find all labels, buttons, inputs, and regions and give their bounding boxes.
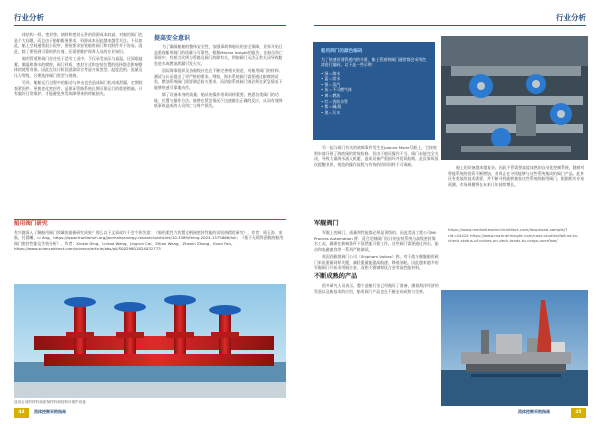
color-item: • 黄＝燃油 bbox=[321, 93, 427, 99]
page-number: 45 bbox=[571, 408, 586, 418]
color-item: • 绿＝海水 bbox=[321, 71, 427, 77]
color-coding-box bbox=[313, 42, 435, 140]
color-item: • 银＝蒸汽 bbox=[321, 82, 427, 88]
paragraph: 体结构一样。密封垫、填料和密封元件的资源成本较高，对船用阀门也是个大问题，而且由于船舶服务要求，资源成本因此越来越受关注。不仅如此，船上空间通常很小很窄，要按要求安装船用阀门和其附件并不容易。国此，除了要找到可靠的供应商，还需要维护保养人员的专业知识。 bbox=[14, 32, 143, 54]
header-rule bbox=[14, 25, 286, 26]
paragraph: 船上的设备越来越复杂，因此不管需要高度成熟的自动化控制系统，随着对智能系统的投资不断增加，业界正在寻找能够与这些系统集成的阀门产品。此外还有类似的技术需要，并不断寻找能够兼容这些系统的船用阀门，根据相关专家预测，市场规模将在未来几年持续增长。 bbox=[448, 165, 585, 187]
research-box bbox=[14, 222, 286, 282]
header-rule bbox=[314, 25, 586, 26]
page-number: 44 bbox=[14, 408, 29, 418]
heading-warship: 军舰阀门 bbox=[314, 220, 339, 227]
heading-maturing: 不断成熟的产品 bbox=[314, 273, 358, 281]
paragraph: 国际海事组织及各船级社也在不断完善相关规范，对船用阀门的材料、测试与认证提出了更严格的要求。例如，海水系统阀门需要通过耐腐蚀试验，燃油系统阀门需要满足防火要求，而消防系统阀门则必须在紧急情况下能够快速可靠地动作。 bbox=[154, 67, 283, 90]
section-label: 行业分析 bbox=[14, 13, 44, 22]
photo-caption: 选用合适的材料和质保材料和结构可保护设备 bbox=[14, 400, 86, 404]
right-column-2 bbox=[314, 218, 439, 406]
color-item: • 黑＝污水 bbox=[321, 110, 427, 116]
right-column-1 bbox=[314, 145, 439, 215]
paragraph: 很多研究人员表示，整个造船行业已经做好了准备，随着海洋经济的发展以及新技术的应用，船用阀门产品也在不断走向成熟与完善。 bbox=[314, 283, 439, 294]
paragraph: 英国西雅图阀门公司（Shipham Valves）称，对于战斗舰艇船用阀门来说重量同样关键，减轻重量能提高航速、降低油耗。因此越来越多的军舰阀门开始采用铜合金、双相不锈钢和钛合金等高性能材料。 bbox=[314, 253, 439, 271]
heading-safety: 提高安全意识 bbox=[154, 35, 191, 42]
reference-links bbox=[448, 227, 588, 269]
sidebar-title: 船用阀门的颜色编码 bbox=[321, 49, 363, 54]
color-item: • 灰＝不可燃气体 bbox=[321, 87, 427, 93]
right-column-3 bbox=[448, 165, 588, 225]
left-column-2 bbox=[154, 32, 286, 216]
paragraph: 军舰上的阀门，质量和性能都必须是顶级的。因此美国工程公司Mil Process Automation 将：适合定制阀门设计的安装系统与高级密封海水工况，确保在极端条件下依然能可靠工作。这些阀门需要通过冲击、振动和电磁兼容等一系列严格测试。 bbox=[314, 230, 439, 252]
color-item: • 红＝消防水管 bbox=[321, 99, 427, 105]
offshore-rig-photo bbox=[441, 290, 588, 406]
footer-title: 流体控制采购指南 bbox=[34, 409, 66, 414]
color-item: • 紫＝碱/氨 bbox=[321, 104, 427, 110]
left-column-1 bbox=[14, 32, 144, 216]
research-text: 有兴趣深入了解船用阀门领域的最新研究成果？那么以下文章或许不会令你失望：《船用柔性力装置全柄阀密封性能的试验热精优研究》，作者：邢玉涛、余航、付晨曦、Li Ang。https://www.frontiersin.org/journals/energy-research/articles/10.3389/fenrg.2024.1375866/full；《基于无瑕得函数的船用阀门密封性能及失效分析》，作者：Xinkai Ding、Lintao Wang、Jingrun Cai、Zihan Wang、Zhexin Zhang、Kuan Fan。https://www.sciencedirect.com/science/article/abs/pii/S0029801824032773 bbox=[14, 229, 284, 252]
links-text: https://www.marketresearchintellect.com/download-sample/?rid=44424 https://www.marinerinsight.com/case-studies/failure-to-check-status-of-valves-on-deck-leads-to-cargo-overflow/ bbox=[448, 227, 579, 244]
footer-title: 流体控制采购指南 bbox=[518, 409, 550, 414]
paragraph: 另一起与阀门有关的故障事件发生在Joanne Marie号船上，它按规则申请开展了海底阀的常规检修，但由于船员操作不当，阀门未能完全关闭，导致大量海水涌入机舱，造成设备严重损坏并延误航期。此次事故再次提醒业界，规范的操作流程与有效的培训同样不可或缺。 bbox=[314, 145, 439, 167]
research-heading: 船用阀门研究 bbox=[14, 221, 48, 227]
section-label: 行业分析 bbox=[556, 13, 586, 22]
research-rule bbox=[14, 219, 286, 220]
engine-room-photo bbox=[441, 36, 588, 160]
color-item: • 蓝＝淡水 bbox=[321, 76, 427, 82]
paragraph: 为了确保船舶的整体安全性，加强事故和船员的安全保障，业界开始日益重视船用阀门的质量与可靠性。根据Marine Insight的报告，在船员伤亡事故中，有相当比例与管路及阀门故障有关，例如阀门无法正常关闭导致舱室进水或燃油泄漏引发火灾。 bbox=[154, 44, 283, 66]
paragraph: 船用管道和阀门往往处于恶劣工况中，不仅承受高压与高温，还面临盐雾、潮湿和海水的腐蚀，阀门材质、密封方式和安装位置的选择都会影响整体的使用寿命。因此在设计阶段就需综合考虑介质类型、温度范围、流量及压力等级，合理选择阀门类型与规格。 bbox=[14, 55, 143, 78]
valves-photo bbox=[14, 284, 286, 398]
paragraph: 另外，船舶运行过程中的振动与冲击也会造成阀门松动或泄漏，定期检查紧固件、更换老化密封件，是保证管路系统长期可靠运行的重要措施。只有做好日常维护，才能避免突发故障带来的停航损失。 bbox=[14, 79, 143, 97]
paragraph: 除了设备本身的质量，船员的操作培训同样重要。熟悉各类阀门的功能、位置与操作方法，能够在紧急情况下迅速做出正确的反应，从而有效降低事故造成的人员伤亡与财产损失。 bbox=[154, 91, 283, 109]
sidebar-desc: 为了快速识别管道内的介质，船上管道和阀门通常都会采用色漆进行编码。以下是一些示例： bbox=[321, 57, 427, 68]
